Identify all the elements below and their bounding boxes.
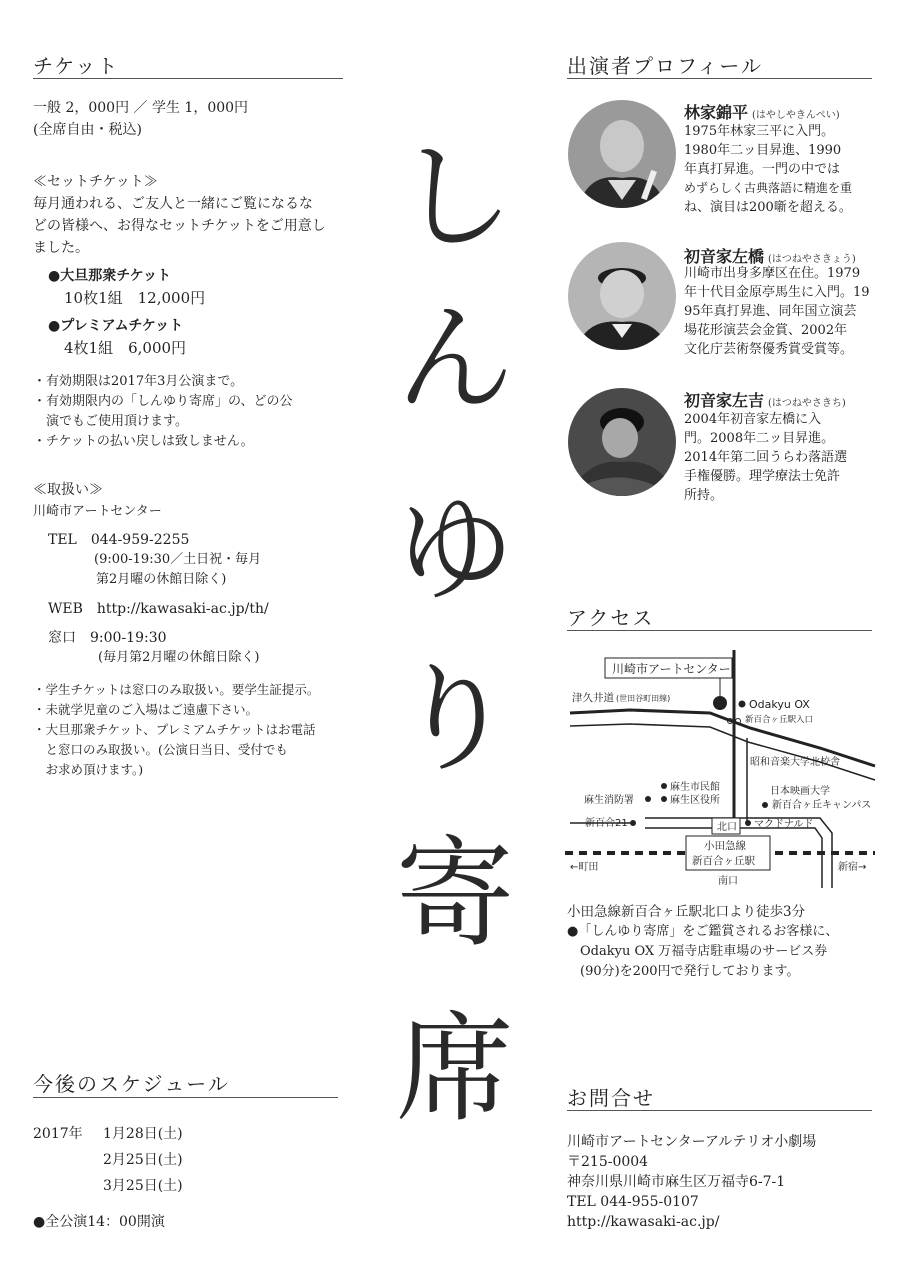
ticket-note-2: ・有効期限内の「しんゆり寄席」の、どの公: [33, 394, 293, 409]
performer-1-name-row: [684, 100, 840, 123]
access-divider: [567, 630, 872, 631]
map-station-name-label: 新百合ヶ丘駅: [692, 855, 755, 867]
performer-2-bio-1: 川崎市出身多摩区在住。1979: [684, 266, 861, 281]
performer-3-bio-1: 2004年初音家左橋に入: [684, 412, 822, 427]
title-char-5: 寄: [395, 825, 514, 963]
map-mcdonalds-label: マクドナルド: [754, 819, 814, 830]
performer-2-bio-4: 場花形演芸会金賞、2002年: [684, 323, 848, 338]
performer-1-bio-1: 1975年林家三平に入門。: [684, 124, 835, 139]
set-ticket-2-detail: 4枚1組 6,000円: [64, 339, 187, 357]
performer-2-name: 初音家左橋: [684, 247, 765, 266]
contact-address: 神奈川県川崎市麻生区万福寺6-7-1: [567, 1174, 786, 1190]
handling-note-4: と窓口のみ取扱い。(公演日当日、受付でも: [33, 742, 288, 757]
map-showa-label: 昭和音楽大学北校舎: [750, 757, 840, 768]
performer-1-bio-5: ね、演目は200噺を超える。: [684, 200, 852, 215]
ticket-heading: チケット: [33, 54, 120, 78]
contact-venue: 川崎市アートセンターアルテリオ小劇場: [567, 1134, 817, 1150]
contact-postal: 〒215-0004: [567, 1154, 649, 1170]
profiles-heading: 出演者プロフィール: [567, 54, 763, 78]
performer-3-photo: [568, 388, 676, 496]
set-ticket-1-name: ●大旦那衆チケット: [48, 268, 171, 284]
schedule-year: 2017年: [33, 1126, 83, 1142]
map-machida-label: ←町田: [570, 862, 599, 873]
map-odakyu-ox-label: Odakyu OX: [749, 698, 810, 711]
performer-1-photo: [568, 100, 676, 208]
ticket-divider: [33, 78, 343, 79]
access-map: [560, 648, 880, 893]
handling-note-1: ・学生チケットは窓口のみ取扱い。要学生証提示。: [33, 682, 320, 697]
access-walk: 小田急線新百合ヶ丘駅北口より徒歩3分: [567, 904, 806, 920]
ticket-note-3: 演でもご使用頂けます。: [33, 414, 188, 429]
handling-venue: 川崎市アートセンター: [33, 504, 162, 519]
map-kitaguchi-label: 北口: [717, 822, 737, 833]
performer-1-name: 林家錦平: [684, 103, 749, 122]
set-ticket-desc-3: ました。: [33, 240, 89, 256]
performer-3-bio-2: 門。2008年二ッ目昇進。: [684, 431, 835, 446]
access-service-1: ●「しんゆり寄席」をご鑑賞されるお客様に、: [567, 924, 839, 939]
performer-1-bio-4: めずらしく古典落語に精進を重: [684, 181, 853, 195]
performer-2-bio-2: 年十代目金原亭馬生に入門。19: [684, 285, 870, 300]
performer-3-name: 初音家左吉: [684, 391, 765, 410]
access-heading: アクセス: [567, 606, 655, 630]
map-nihon-eiga-label: 日本映画大学: [770, 786, 830, 797]
map-fire-station-label: 麻生消防署: [584, 795, 634, 806]
schedule-note: ●全公演14：00開演: [33, 1214, 165, 1230]
performer-2-bio-3: 95年真打昇進、同年国立演芸: [684, 304, 857, 319]
performer-1-bio-2: 1980年二ッ目昇進、1990: [684, 143, 842, 158]
performer-2-ruby: (はつねやさきょう): [768, 254, 856, 265]
schedule-heading: 今後のスケジュール: [33, 1072, 230, 1096]
handling-note-3: ・大旦那衆チケット、プレミアムチケットはお電話: [33, 722, 316, 737]
map-tsukui-sub-label: (世田谷町田線): [616, 694, 671, 703]
map-station-line-label: 小田急線: [704, 840, 746, 852]
set-ticket-desc-2: どの皆様へ、お得なセットチケットをご用意し: [33, 218, 326, 234]
schedule-divider: [33, 1097, 338, 1098]
performer-1-bio-3: 年真打昇進。一門の中では: [684, 162, 841, 177]
set-ticket-heading: ≪セットチケット≫: [33, 174, 158, 190]
set-ticket-2-name: ●プレミアムチケット: [48, 318, 184, 334]
performer-3-ruby: (はつねやさきち): [768, 398, 846, 409]
map-art-center-label: 川崎市アートセンター: [612, 662, 731, 676]
title-char-1: し: [395, 128, 514, 266]
ticket-price-note: (全席自由・税込): [33, 122, 142, 138]
performer-2-bio-5: 文化庁芸術祭優秀賞受賞等。: [684, 342, 854, 357]
map-civic-hall-label: 麻生市民館: [670, 782, 720, 793]
handling-window-note: (毎月第2月曜の休館日除く): [98, 650, 260, 665]
schedule-date-1: 1月28日(土): [103, 1126, 183, 1142]
title-char-2: ん: [395, 290, 514, 428]
profiles-divider: [567, 78, 872, 79]
set-ticket-1-detail: 10枚1組 12,000円: [64, 289, 206, 307]
map-tsukui-label: 津久井道: [572, 692, 614, 704]
map-minamiguchi-label: 南口: [718, 876, 738, 887]
ticket-note-4: ・チケットの払い戻しは致しません。: [33, 434, 254, 449]
performer-3-bio-5: 所持。: [684, 488, 724, 503]
set-ticket-desc-1: 毎月通われる、ご友人と一緒にご覧になるな: [33, 196, 313, 212]
handling-web[interactable]: WEB http://kawasaki-ac.jp/th/: [48, 601, 269, 617]
title-char-6: 席: [395, 1000, 514, 1138]
contact-url[interactable]: http://kawasaki-ac.jp/: [567, 1214, 720, 1230]
map-nihon-eiga-sub-label: 新百合ヶ丘キャンパス: [772, 800, 872, 811]
ticket-note-1: ・有効期限は2017年3月公演まで。: [33, 374, 244, 389]
contact-divider: [567, 1110, 872, 1111]
schedule-date-3: 3月25日(土): [103, 1178, 183, 1194]
access-service-2: Odakyu OX 万福寺店駐車場のサービス券: [567, 944, 828, 959]
map-north-entrance-small-label: 新百合ヶ丘駅入口: [745, 715, 814, 725]
performer-1-ruby: (はやしやきんぺい): [752, 110, 840, 121]
handling-window: 窓口 9:00-19:30: [48, 630, 167, 646]
handling-tel: TEL 044-959-2255: [48, 532, 190, 548]
handling-tel-hours-2: 第2月曜の休館日除く): [96, 572, 227, 587]
handling-note-2: ・未就学児童のご入場はご遠慮下さい。: [33, 702, 259, 717]
performer-3-bio-3: 2014年第二回うらわ落語選: [684, 450, 848, 465]
map-ward-office-label: 麻生区役所: [670, 795, 720, 806]
performer-3-name-row: [684, 388, 846, 411]
handling-tel-hours-1: (9:00-19:30／土日祝・毎月: [94, 552, 262, 567]
handling-heading: ≪取扱い≫: [33, 482, 103, 498]
handling-note-5: お求め頂けます。): [33, 762, 144, 777]
performer-3-bio-4: 手権優勝。理学療法士免許: [684, 469, 841, 484]
schedule-date-2: 2月25日(土): [103, 1152, 183, 1168]
title-char-4: り: [395, 650, 514, 788]
access-service-3: (90分)を200円で発行しております。: [567, 964, 800, 979]
contact-heading: お問合せ: [567, 1086, 655, 1110]
performer-2-photo: [568, 242, 676, 350]
map-shinyuri21-label: 新百合21: [585, 818, 628, 829]
ticket-price: 一般 2，000円 ／ 学生 1，000円: [33, 100, 249, 116]
title-char-3: ゆ: [395, 480, 514, 618]
map-shinjuku-label: 新宿→: [838, 862, 867, 873]
contact-tel: TEL 044-955-0107: [567, 1194, 699, 1210]
